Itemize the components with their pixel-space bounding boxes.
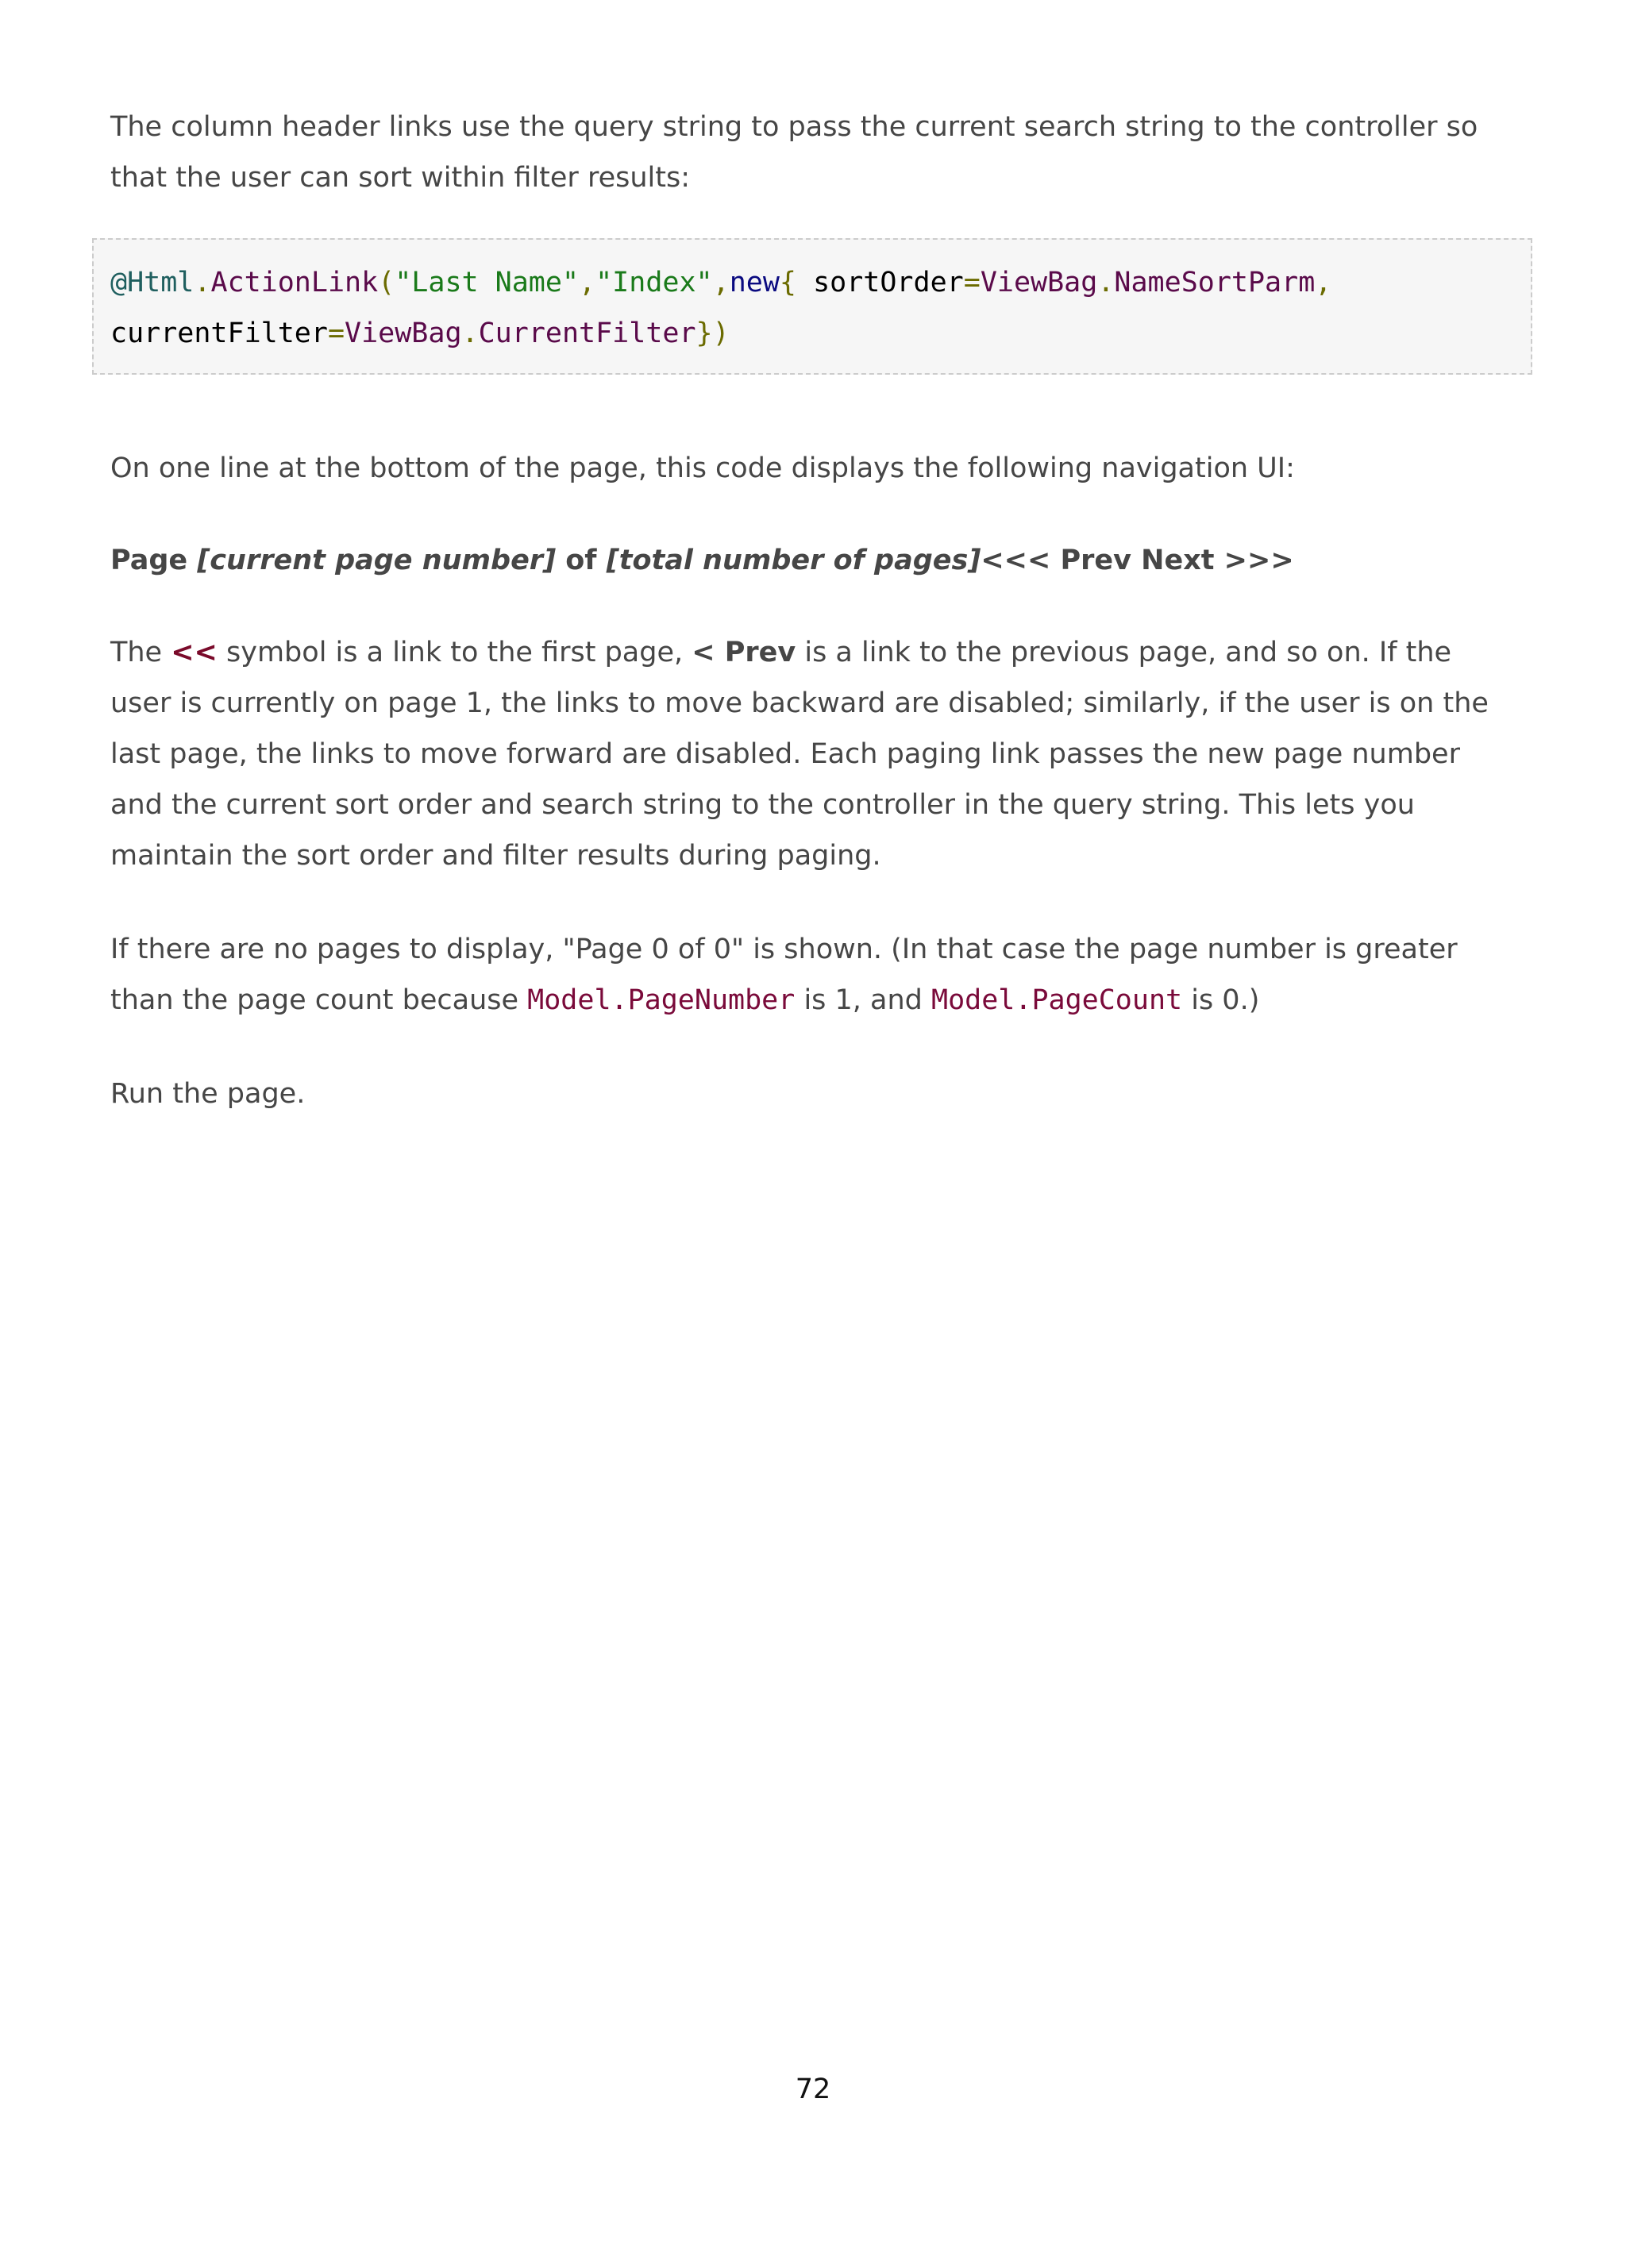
code-token-dot: . xyxy=(194,267,211,298)
code-line-1 xyxy=(110,257,1514,308)
code-token-viewbag: ViewBag xyxy=(980,267,1098,298)
run-paragraph: Run the page. xyxy=(110,1078,306,1110)
code-token-comma: , xyxy=(1315,267,1332,298)
code-line-2 xyxy=(110,308,1514,359)
no-pages-text-3: is 0.) xyxy=(1182,984,1260,1016)
code-token-action-link: ActionLink xyxy=(210,267,379,298)
nav-links: <<< Prev Next >>> xyxy=(981,545,1294,576)
symbol-para-text-2: is a link to the previous page, and so on. If the user is currently on page 1, the links to move backward are disabled; similarly, if the user is on the last page, the links to move forward are disabled. Each paging link passes the new page number and the current sort order and search string to the controller in the query string. This lets you maintain the sort order and filter results during paging. xyxy=(110,637,1489,872)
page-content xyxy=(110,102,1516,1119)
inline-code-page-number: Model.PageNumber xyxy=(527,984,796,1016)
nav-total-pages: [total number of pages] xyxy=(606,545,981,576)
navigation-ui-example xyxy=(110,535,1516,586)
code-token-paren-open: ( xyxy=(378,267,395,298)
code-token-current-filter: currentFilter xyxy=(110,318,328,349)
code-token-name-sort-parm: NameSortParm xyxy=(1114,267,1316,298)
code-token-string-index: "Index" xyxy=(595,267,713,298)
symbol-para-the: The xyxy=(110,637,171,668)
code-token-dot: . xyxy=(1097,267,1115,298)
code-token-string-last-name: "Last Name" xyxy=(395,267,580,298)
prev-symbol: < Prev xyxy=(692,637,796,668)
code-token-comma: , xyxy=(712,267,730,298)
nav-current-page-number: [current page number] xyxy=(197,545,557,576)
code-token-current-filter-prop: CurrentFilter xyxy=(478,318,696,349)
no-pages-paragraph xyxy=(110,924,1516,1026)
nav-of-word: of xyxy=(556,545,607,576)
intro-paragraph: The column header links use the query string to pass the current search string to the controller so that the user can sort within filter results: xyxy=(110,111,1478,194)
no-pages-text-2: is 1, and xyxy=(795,984,932,1016)
code-token-equals: = xyxy=(963,267,981,298)
symbol-para-text-1: symbol is a link to the first page, xyxy=(217,637,692,668)
code-token-close: }) xyxy=(695,318,730,349)
code-token-viewbag: ViewBag xyxy=(345,318,462,349)
nav-intro-paragraph: On one line at the bottom of the page, this code displays the following navigation UI: xyxy=(110,452,1295,484)
no-pages-text-1: If there are no pages to display, "Page 0 of 0" is shown. (In that case the page number is greater than the page count because xyxy=(110,934,1458,1016)
nav-page-word: Page xyxy=(110,545,198,576)
code-token-keyword-new: new xyxy=(729,267,780,298)
code-token-brace-open: { xyxy=(779,267,814,298)
code-token-comma: , xyxy=(579,267,596,298)
page-number: 72 xyxy=(795,2074,831,2105)
code-token-equals: = xyxy=(327,318,345,349)
code-token-dot: . xyxy=(461,318,479,349)
first-page-symbol: << xyxy=(171,637,218,668)
code-token-at-html: @Html xyxy=(110,267,195,298)
code-block xyxy=(92,238,1532,375)
code-token-sort-order: sortOrder xyxy=(813,267,964,298)
inline-code-page-count: Model.PageCount xyxy=(931,984,1183,1016)
symbol-paragraph xyxy=(110,627,1516,881)
